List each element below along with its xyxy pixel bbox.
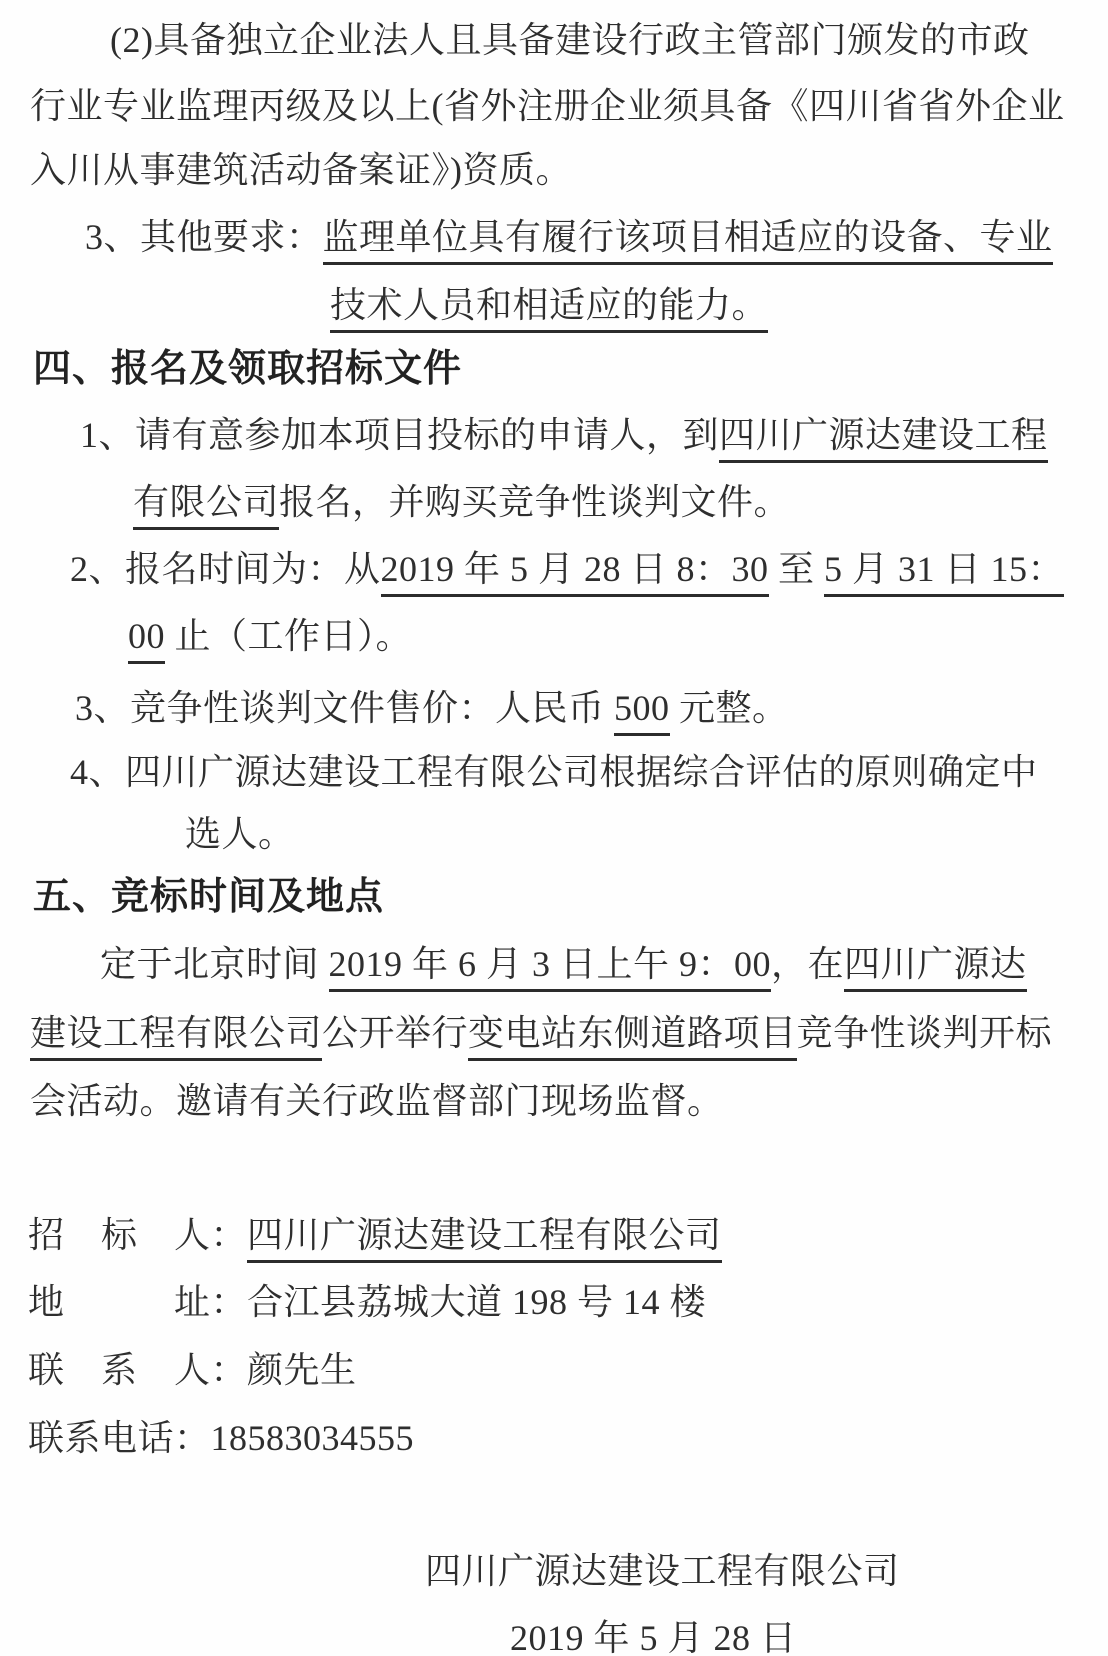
item4-text-2: 选人。 (185, 814, 295, 854)
bidder-label: 招 标 人： (28, 1215, 248, 1255)
section5-underlined-company-part1: 四川广源达 (844, 944, 1027, 992)
bidder-line (28, 1215, 722, 1256)
phone-value: 18583034555 (210, 1418, 415, 1458)
item2-text-end: 止（工作日）。 (165, 616, 413, 656)
item2-text-mid: 至 (768, 549, 825, 589)
bidder-value-underlined: 四川广源达建设工程有限公司 (247, 1215, 722, 1263)
section5-underlined-company-part2: 建设工程有限公司 (30, 1013, 322, 1061)
section4-heading (33, 348, 462, 392)
item3-text-end: 元整。 (669, 688, 789, 728)
section4-heading-text: 四、报名及领取招标文件 (33, 348, 463, 390)
contact-person-value: 颜先生 (247, 1350, 357, 1390)
section5-underlined-datetime: 2019 年 6 月 3 日上午 9：00 (329, 944, 772, 992)
item1-text: 1、请有意参加本项目投标的申请人，到 (80, 415, 720, 455)
section4-item2-line-1 (70, 549, 1064, 590)
section5-text-1: 定于北京时间 (100, 944, 329, 984)
section5-heading-text: 五、竞标时间及地点 (33, 876, 385, 918)
section5-text-4: 会活动。邀请有关行政监督部门现场监督。 (30, 1081, 724, 1121)
item2-text: 2、报名时间为：从 (70, 549, 381, 589)
signature-date: 2019 年 5 月 28 日 (510, 1618, 797, 1656)
item1-text-end: 报名，并购买竞争性谈判文件。 (279, 482, 791, 522)
qualification-line-2 (30, 86, 1065, 127)
section5-text-3: 竞争性谈判开标 (796, 1013, 1053, 1053)
address-label: 地 址： (28, 1282, 248, 1322)
contact-person-line (28, 1350, 357, 1391)
section4-item1-line-2 (133, 482, 790, 523)
qualification-text-1: (2)具备独立企业法人且具备建设行政主管部门颁发的市政 (110, 20, 1030, 60)
section4-item4-line-1 (70, 752, 1038, 793)
section5-line-1 (100, 944, 1027, 985)
qualification-text-3: 入川从事建筑活动备案证》)资质。 (30, 150, 572, 190)
item2-underlined-end-minutes: 00 (128, 616, 165, 664)
item1-underlined-company-part1: 四川广源达建设工程 (719, 415, 1048, 463)
address-value: 合江县荔城大道 198 号 14 楼 (247, 1282, 707, 1322)
signature-company-line (425, 1551, 900, 1592)
item3-text: 3、竞争性谈判文件售价：人民币 (75, 688, 615, 728)
signature-company: 四川广源达建设工程有限公司 (425, 1551, 900, 1591)
section4-item1-line-1 (80, 415, 1048, 456)
section5-line-2 (30, 1013, 1052, 1054)
other-requirements-underlined-1: 监理单位具有履行该项目相适应的设备、专业 (323, 217, 1053, 265)
item4-text-1: 4、四川广源达建设工程有限公司根据综合评估的原则确定中 (70, 752, 1038, 792)
signature-date-line (510, 1618, 797, 1656)
qualification-line-1 (110, 20, 1029, 61)
item1-underlined-company-part2: 有限公司 (133, 482, 279, 530)
other-requirements-line-2 (330, 285, 768, 326)
section5-text-2: 公开举行 (322, 1013, 469, 1053)
section4-item2-line-2 (128, 616, 412, 657)
item2-underlined-start-time: 2019 年 5 月 28 日 8：30 (381, 549, 769, 597)
item3-underlined-price: 500 (614, 688, 670, 736)
other-requirements-underlined-2: 技术人员和相适应的能力。 (330, 285, 768, 333)
address-line (28, 1282, 706, 1323)
qualification-text-2: 行业专业监理丙级及以上(省外注册企业须具备《四川省省外企业 (30, 86, 1065, 126)
item2-underlined-end-date: 5 月 31 日 15： (824, 549, 1064, 597)
section5-underlined-project: 变电站东侧道路项目 (468, 1013, 797, 1061)
other-requirements-line-1 (85, 217, 1053, 258)
other-requirements-label: 3、其他要求： (85, 217, 323, 257)
phone-label: 联系电话： (28, 1418, 211, 1458)
qualification-line-3 (30, 150, 572, 191)
section4-item4-line-2 (185, 814, 295, 855)
section5-line-3 (30, 1081, 724, 1122)
contact-person-label: 联 系 人： (28, 1350, 248, 1390)
phone-line (28, 1418, 414, 1459)
section4-item3-line (75, 688, 789, 729)
section5-heading (33, 876, 384, 920)
section5-text-mid: ，在 (771, 944, 845, 984)
